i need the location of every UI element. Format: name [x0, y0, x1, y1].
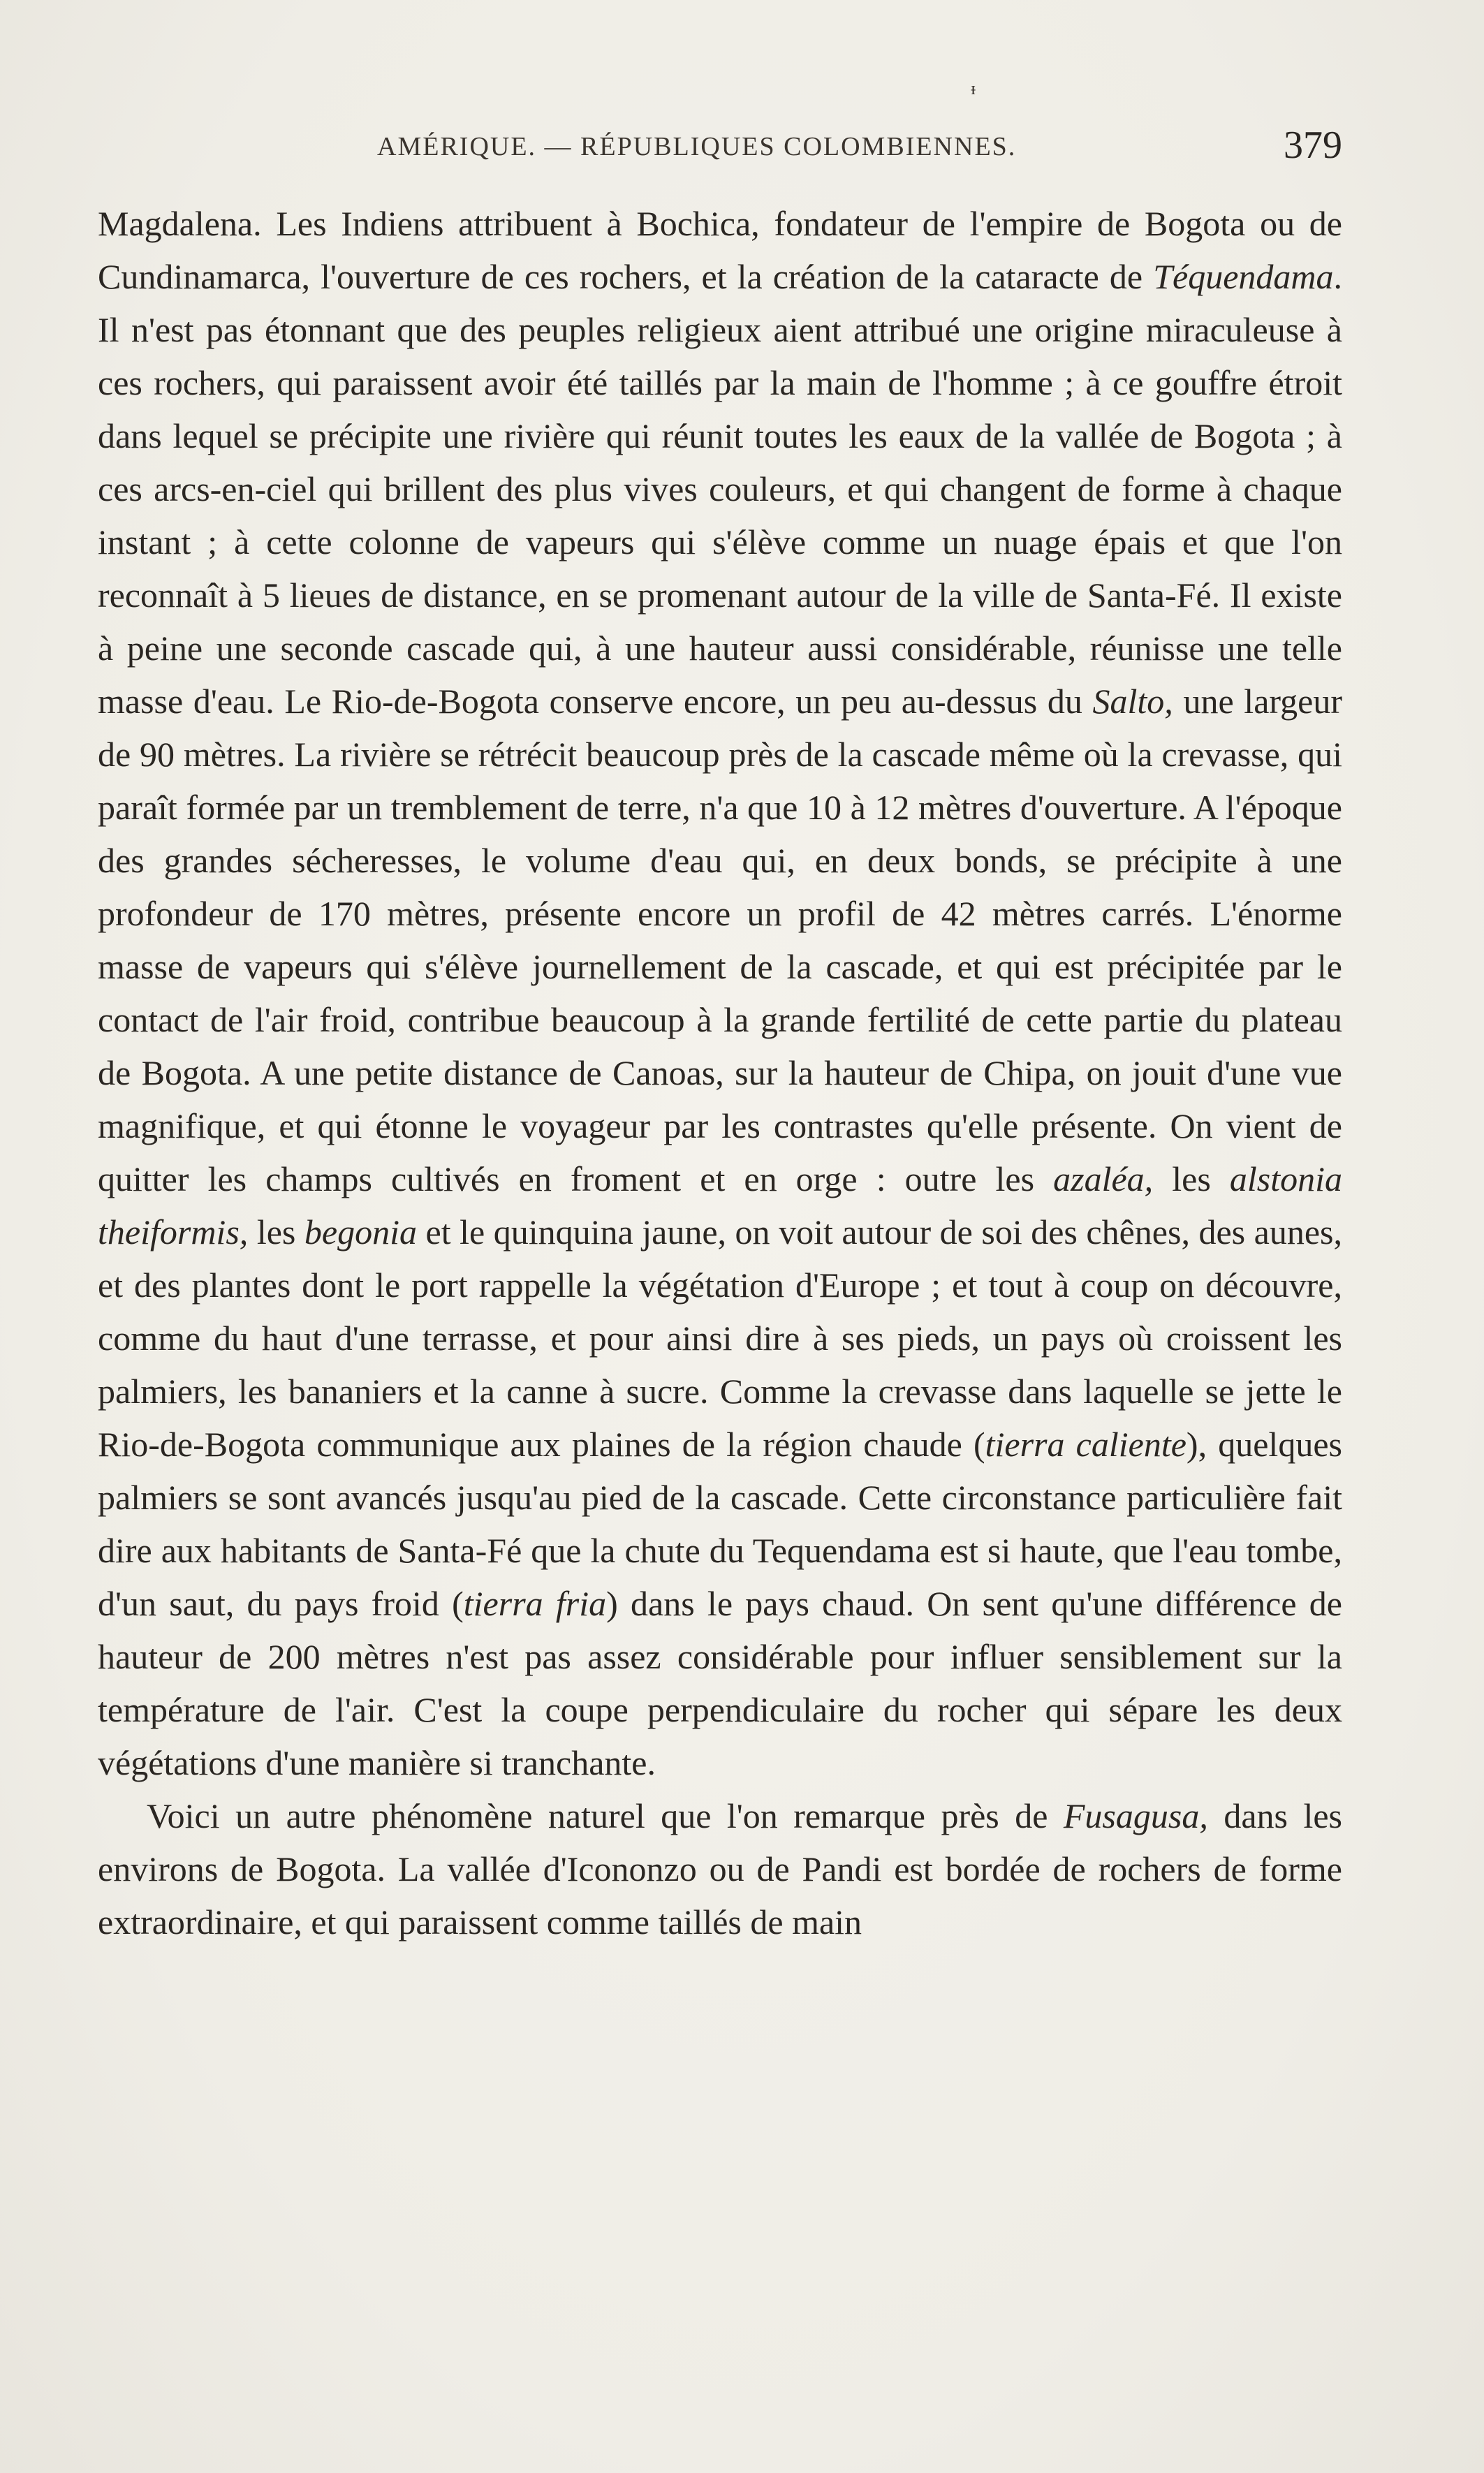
body-text	[98, 197, 1342, 1949]
text-run: ), quelques palmiers se sont avancés jusqu'au pied de la cascade. Cette circonstance particulière fait dire aux habitants de Santa-Fé que la chute du Tequendama est si haute, que l'eau tombe, d'un saut, du pays froid (	[98, 1425, 1342, 1623]
text-run: Magdalena. Les Indiens attribuent à Bochica, fondateur de l'empire de Bogota ou de Cundinamarca, l'ouverture de ces rochers, et la création de la cataracte de	[98, 204, 1342, 296]
text-run: Voici un autre phénomène naturel que l'on remarque près de	[147, 1796, 1064, 1835]
italic-term: begonia	[304, 1212, 417, 1252]
text-run: une largeur de 90 mètres. La rivière se rétrécit beaucoup près de la cascade même où la crevasse, qui paraît formée par un tremblement de terre, n'a que 10 à 12 mètres d'ouverture. A l'époque des grandes sécheresses, le volume d'eau qui, en deux bonds, se précipite à une profondeur de 170 mètres, présente encore un profil de 42 mètres carrés. L'énorme masse de vapeurs qui s'élève journellement de la cascade, et qui est précipitée par le contact de l'air froid, contribue beaucoup à la grande fertilité de cette partie du plateau de Bogota. A une petite distance de Canoas, sur la hauteur de Chipa, on jouit d'une vue magnifique, et qui étonne le voyageur par les contrastes qu'elle présente. On vient de quitter les champs cultivés en froment et en orge : outre les	[98, 682, 1342, 1198]
text-run: . Il n'est pas étonnant que des peuples religieux aient attribué une origine miraculeuse à ces rochers, qui paraissent avoir été taillés par la main de l'homme ; à ce gouffre étroit dans lequel se précipite une rivière qui réunit toutes les eaux de la vallée de Bogota ; à ces arcs-en-ciel qui brillent des plus vives couleurs, et qui changent de forme à chaque instant ; à cette colonne de vapeurs qui s'élève comme un nuage épais et que l'on reconnaît à 5 lieues de distance, en se promenant autour de la ville de Santa-Fé. Il existe à peine une seconde cascade qui, à une hauteur aussi considérable, réunisse une telle masse d'eau. Le Rio-de-Bogota conserve encore, un peu au-dessus du	[98, 257, 1342, 721]
italic-term: Téquendama	[1153, 257, 1334, 296]
text-run: les	[248, 1212, 304, 1252]
text-run: dans les environs de Bogota. La vallée d'Icononzo ou de Pandi est bordée de rochers de forme extraordinaire, et qui paraissent comme taillés de main	[98, 1796, 1342, 1942]
italic-term: azaléa,	[1053, 1159, 1154, 1198]
italic-term: tierra caliente	[985, 1425, 1187, 1464]
italic-term: alstonia theiformis,	[98, 1159, 1342, 1252]
paragraph-2	[98, 1789, 1342, 1949]
page-number: 379	[1284, 124, 1342, 167]
text-run: ) dans le pays chaud. On sent qu'une différence de hauteur de 200 mètres n'est pas assez considérable pour influer sensiblement sur la température de l'air. C'est la coupe perpendiculaire du rocher qui sépare les deux végétations d'une manière si tranchante.	[98, 1584, 1342, 1782]
running-head: AMÉRIQUE. — RÉPUBLIQUES COLOMBIENNES.	[377, 132, 1017, 161]
printer-mark: ᵻ	[971, 78, 976, 98]
italic-term: tierra fria	[463, 1584, 607, 1623]
italic-term: Fusagusa,	[1063, 1796, 1208, 1835]
text-run: les	[1153, 1159, 1230, 1198]
text-run: et le quinquina jaune, on voit autour de soi des chênes, des aunes, et des plantes dont le port rappelle la végétation d'Europe ; et tout à coup on découvre, comme du haut d'une terrasse, et pour ainsi dire à ses pieds, un pays où croissent les palmiers, les bananiers et la canne à sucre. Comme la crevasse dans laquelle se jette le Rio-de-Bogota communique aux plaines de la région chaude (	[98, 1212, 1342, 1464]
page-header	[98, 117, 1342, 180]
italic-term: Salto,	[1092, 682, 1173, 721]
paragraph-1	[98, 197, 1342, 1789]
